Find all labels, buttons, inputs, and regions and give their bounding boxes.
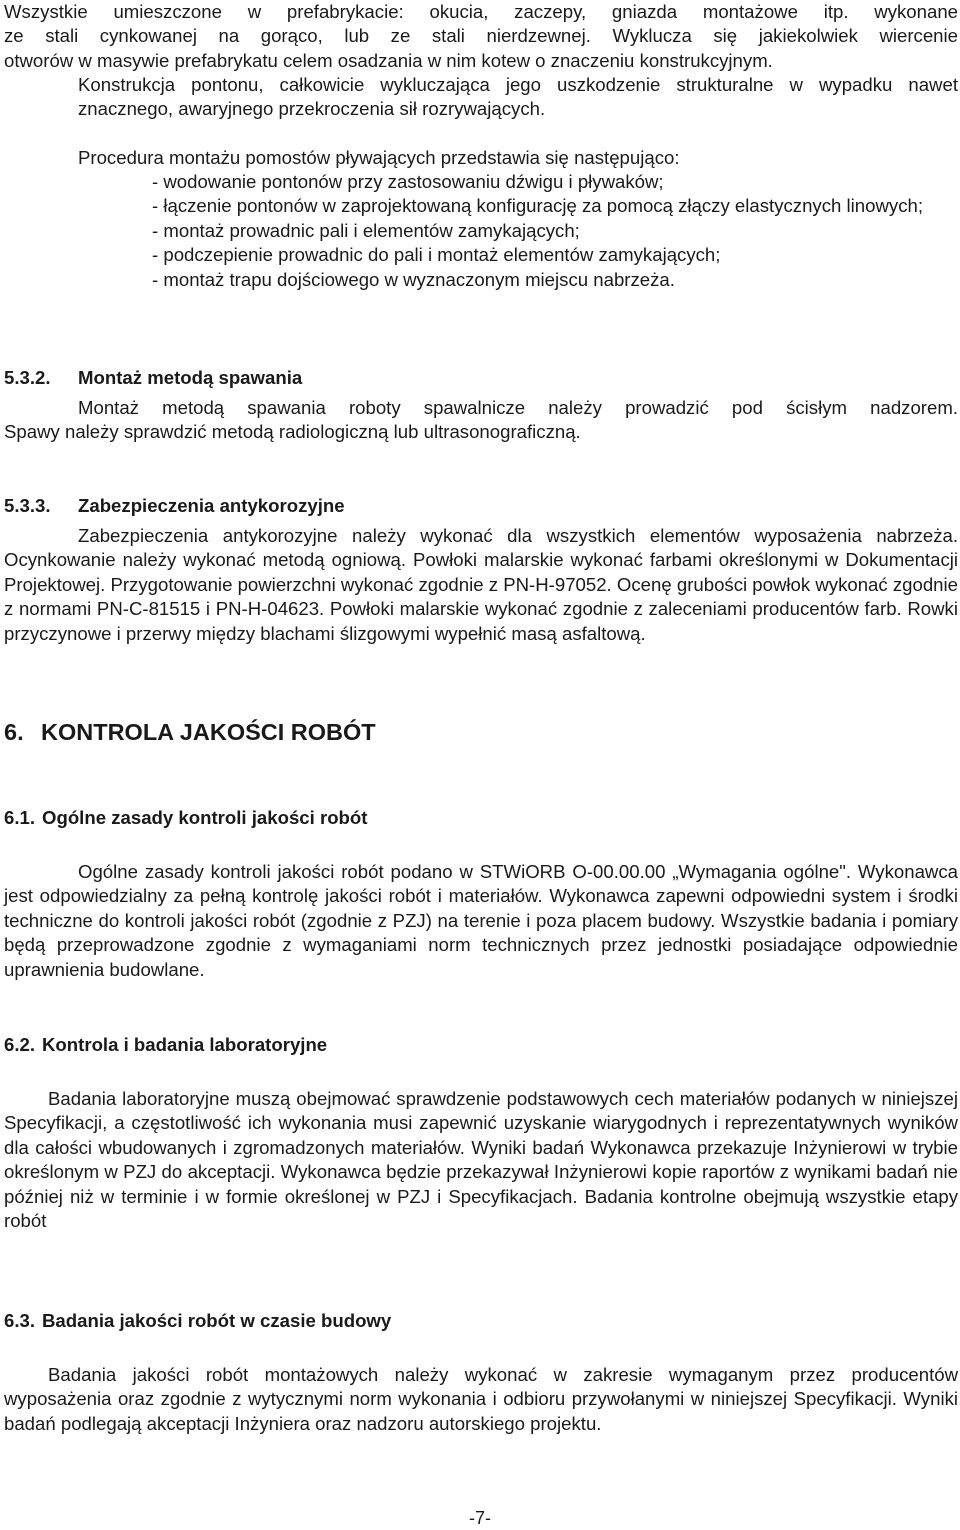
section-title: Kontrola i badania laboratoryjne [42, 1034, 328, 1055]
procedure-lead-text: Procedura montażu pomostów pływających przedstawia się następująco: [78, 147, 680, 168]
section-heading-6-1 [4, 806, 367, 830]
section-body-6-1 [4, 860, 958, 982]
intro-line-3: otworów w masywie prefabrykatu celem osadzania w nim kotew o znaczeniu konstrukcyjnym. [4, 49, 773, 71]
section-title: Badania jakości robót w czasie budowy [42, 1310, 392, 1331]
chapter-heading-6 [4, 720, 376, 744]
intro-paragraph [4, 0, 958, 73]
section-heading-6-3 [4, 1309, 391, 1333]
section-title: Ogólne zasady kontroli jakości robót [42, 807, 368, 828]
corrosion-protection-text: Zabezpieczenia antykorozyjne należy wykonać dla wszystkich elementów wyposażenia nabrzeża. Ocynkowanie należy wykonać metodą ogniową. Powłoki malarskie wykonać farbami określonymi w Dokumentacji Projektowej. Przygotowanie powierzchni wykonać zgodnie z PN-H-97052. Ocenę grubości powłok wykonać zgodnie z normami PN-C-81515 i PN-H-04623. Powłoki malarskie wykonać zgodnie z zaleceniami producentów farb. Rowki przyczynowe i przerwy między blachami ślizgowymi wypełnić masą asfaltową. [4, 525, 958, 644]
section-number: 5.3.2. [4, 367, 51, 388]
welding-line-1: Montaż metodą spawania roboty spawalnicze należy prowadzić pod ścisłym nadzorem. [78, 397, 958, 418]
chapter-number: 6. [4, 719, 24, 745]
section-number: 6.3. [4, 1310, 36, 1331]
list-item: - montaż prowadnic pali i elementów zamykających; [152, 219, 580, 241]
laboratory-tests-text: Badania laboratoryjne muszą obejmować sprawdzenie podstawowych cech materiałów podanych w niniejszej Specyfikacji, a częstotliwość ich wykonania musi zapewnić uzyskanie wiarygodnych i reprezentatywnych wyników dla całości wbudowanych i zgromadzonych materiałów. Wyniki badań Wykonawca przekazuje Inżynierowi w trybie określonym w PZJ do akceptacji. Wykonawca będzie przekazywał Inżynierowi kopie raportów z wynikami badań nie później niż w terminie i w formie określonej w PZJ i Specyfikacjach. Badania kontrolne obejmują wszystkie etapy robót [4, 1088, 958, 1232]
section-body-5-3-3 [4, 524, 958, 646]
section-body-6-2 [4, 1087, 958, 1233]
section-body-5-3-2 [4, 396, 958, 445]
list-item: - montaż trapu dojściowego w wyznaczonym miejscu nabrzeża. [152, 268, 675, 290]
procedure-lead [78, 146, 958, 170]
section-heading-6-2 [4, 1033, 327, 1057]
intro-line-2: ze stali cynkowanej na gorąco, lub ze stali nierdzewnej. Wyklucza się jakiekolwiek wiercenie [4, 25, 958, 47]
welding-line-2: Spawy należy sprawdzić metodą radiologiczną lub ultrasonograficzną. [4, 421, 581, 443]
construction-quality-text: Badania jakości robót montażowych należy wykonać w zakresie wymaganym przez producentów wyposażenia oraz zgodnie z wytycznymi norm wykonania i odbioru przywołanymi w niniejszej Specyfikacji. Wyniki badań podlegają akceptacji Inżyniera oraz nadzoru autorskiego projektu. [4, 1364, 958, 1434]
quality-principles-text: Ogólne zasady kontroli jakości robót podano w STWiORB O-00.00.00 „Wymagania ogólne". Wykonawca jest odpowiedzialny za pełną kontrolę jakości robót i materiałów. Wykonawca zapewni odpowiedni system i środki techniczne do kontroli jakości robót (zgodnie z PZJ) na terenie i poza placem budowy. Wszystkie badania i pomiary będą przeprowadzone zgodnie z wymaganiami norm technicznych przez jednostki posiadające odpowiednie uprawnienia budowlane. [4, 861, 958, 980]
section-number: 6.1. [4, 807, 36, 828]
section-title: Montaż metodą spawania [78, 367, 303, 388]
section-title: Zabezpieczenia antykorozyjne [78, 495, 345, 516]
list-item: - podczepienie prowadnic do pali i montaż elementów zamykających; [152, 244, 721, 266]
pontoon-construction-paragraph [78, 73, 958, 122]
section-heading-5-3-3 [4, 494, 345, 518]
list-item: - łączenie pontonów w zaprojektowaną konfigurację za pomocą złączy elastycznych linowych; [152, 195, 923, 217]
section-number: 6.2. [4, 1034, 36, 1055]
procedure-list [152, 170, 952, 292]
page-number: -7- [469, 1508, 491, 1528]
chapter-title: KONTROLA JAKOŚCI ROBÓT [41, 719, 376, 745]
section-heading-5-3-2 [4, 366, 302, 390]
list-item: - wodowanie pontonów przy zastosowaniu dźwigu i pływaków; [152, 171, 664, 192]
section-number: 5.3.3. [4, 495, 51, 516]
intro-line-1: Wszystkie umieszczone w prefabrykacie: okucia, zaczepy, gniazda montażowe itp. wykonane [4, 1, 958, 22]
section-body-6-3 [4, 1363, 958, 1436]
pontoon-construction-text: Konstrukcja pontonu, całkowicie wykluczająca jego uszkodzenie strukturalne w wypadku nawet znacznego, awaryjnego przekroczenia sił rozrywających. [78, 74, 958, 120]
